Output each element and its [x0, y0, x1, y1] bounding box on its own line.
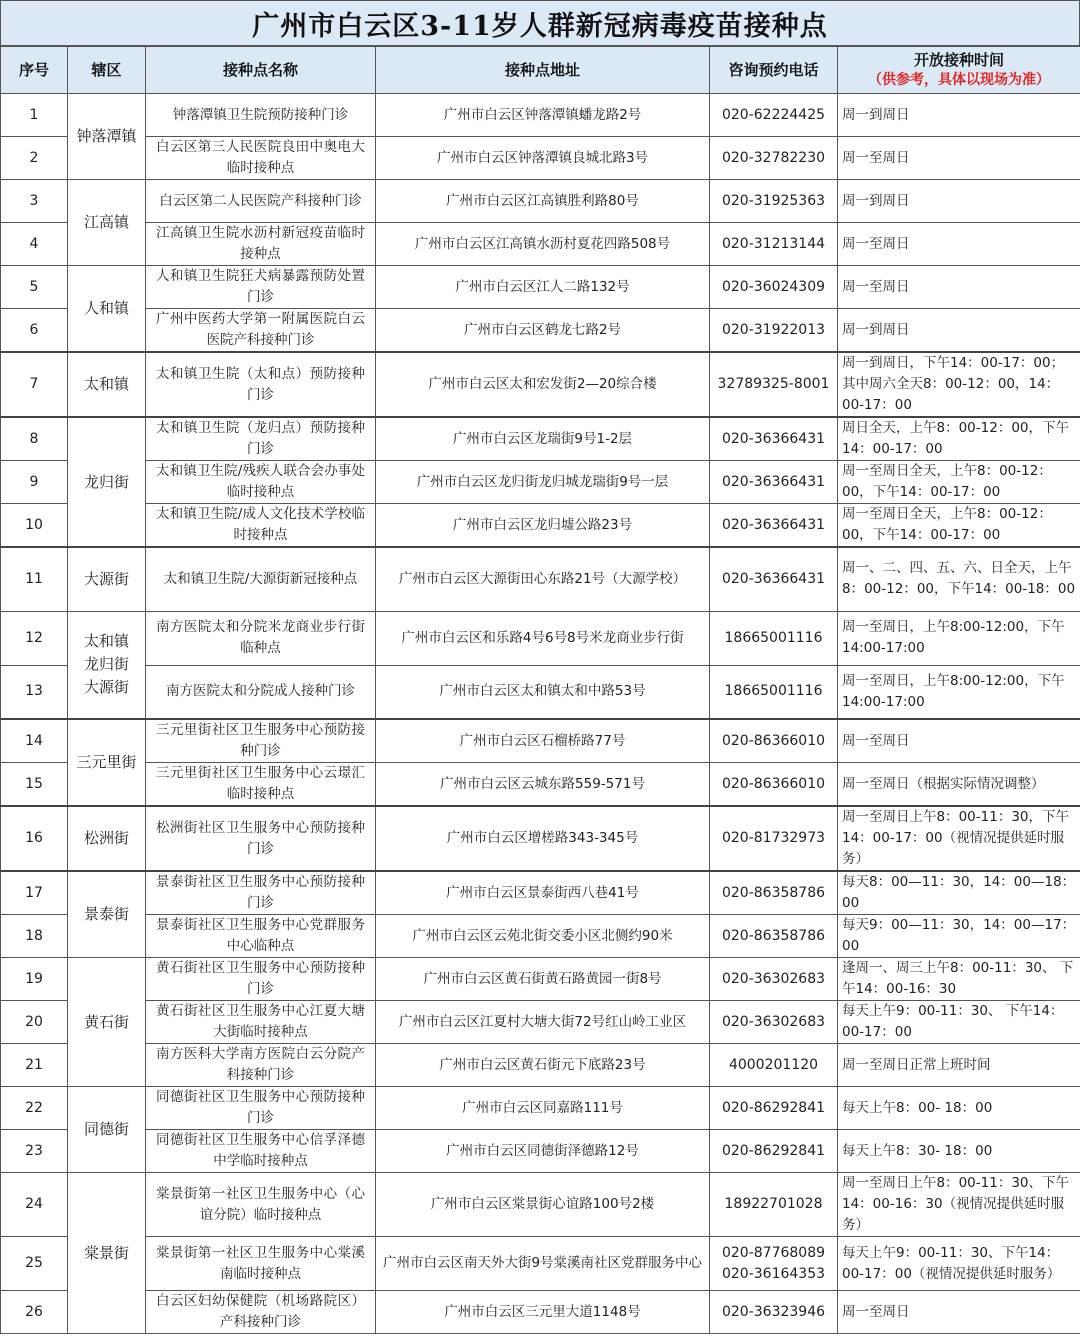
table-row — [1, 1291, 1080, 1334]
site-address: 广州市白云区南天外大街9号棠溪南社区党群服务中心 — [376, 1237, 710, 1291]
table-row — [1, 1044, 1080, 1087]
phone-number: 020-81732973 — [721, 830, 826, 846]
district-cell: 人和镇 — [68, 266, 146, 353]
table-row — [1, 417, 1080, 461]
site-name: 三元里街社区卫生服务中心云璟汇临时接种点 — [146, 763, 376, 807]
district-cell: 景泰街 — [68, 871, 146, 958]
site-phone — [710, 309, 838, 353]
site-phone — [710, 94, 838, 137]
table-row — [1, 547, 1080, 611]
phone-number: 020-87768089 — [721, 1244, 826, 1261]
site-name: 太和镇卫生院/残疾人联合会办事处临时接种点 — [146, 461, 376, 504]
phone-number: 020-86366010 — [721, 775, 826, 792]
site-address: 广州市白云区太和镇太和中路53号 — [376, 665, 710, 719]
table-row — [1, 958, 1080, 1001]
row-number: 13 — [1, 665, 68, 719]
row-number: 7 — [1, 352, 68, 417]
phone-number: 020-31922013 — [721, 321, 826, 338]
phone-number: 18665001116 — [724, 629, 823, 646]
site-hours: 周一至周日全天，上午8：00-12：00，下午14：00-17：00 — [838, 461, 1080, 504]
site-phone — [710, 665, 838, 719]
district-cell: 钟落潭镇 — [68, 94, 146, 180]
site-name: 景泰街社区卫生服务中心党群服务中心临种点 — [146, 915, 376, 958]
phone-number: 020-36024309 — [721, 278, 826, 295]
row-number: 3 — [1, 180, 68, 223]
site-phone — [710, 417, 838, 461]
phone-number: 020-31213144 — [721, 235, 826, 252]
phone-number: 020-31925363 — [721, 192, 826, 209]
header-hours — [838, 47, 1080, 94]
district-cell: 松洲街 — [68, 806, 146, 871]
site-phone — [710, 1173, 838, 1237]
site-phone — [710, 719, 838, 763]
site-address: 广州市白云区石榴桥路77号 — [376, 719, 710, 763]
site-address: 广州市白云区棠景街心谊路100号2楼 — [376, 1173, 710, 1237]
phone-number: 020-62224425 — [721, 106, 826, 123]
phone-number: 020-36302683 — [721, 970, 826, 987]
site-phone — [710, 1130, 838, 1173]
site-address: 广州市白云区江高镇胜利路80号 — [376, 180, 710, 223]
table-row — [1, 223, 1080, 266]
site-name: 人和镇卫生院狂犬病暴露预防处置门诊 — [146, 266, 376, 309]
site-name: 景泰街社区卫生服务中心预防接种门诊 — [146, 871, 376, 915]
row-number: 20 — [1, 1001, 68, 1044]
row-number: 22 — [1, 1087, 68, 1130]
site-hours: 周日全天，上午8：00-12：00，下午14：00-17：00 — [838, 417, 1080, 461]
district-cell: 三元里街 — [68, 719, 146, 806]
table-row — [1, 1173, 1080, 1237]
row-number: 17 — [1, 871, 68, 915]
site-name: 白云区第三人民医院良田中奥电大临时接种点 — [146, 137, 376, 180]
table-row — [1, 1001, 1080, 1044]
site-name: 棠景街第一社区卫生服务中心（心谊分院）临时接种点 — [146, 1173, 376, 1237]
site-name: 同德街社区卫生服务中心信孚泽德中学临时接种点 — [146, 1130, 376, 1173]
site-phone — [710, 871, 838, 915]
phone-number-secondary: 020-36164353 — [721, 1265, 826, 1282]
site-hours: 周一、二、四、五、六、日全天，上午8：00-12：00，下午14：00-18：00 — [838, 547, 1080, 611]
site-phone — [710, 266, 838, 309]
site-address: 广州市白云区三元里大道1148号 — [376, 1291, 710, 1334]
site-phone — [710, 1044, 838, 1087]
table-row — [1, 915, 1080, 958]
phone-number: 020-86292841 — [721, 1142, 826, 1159]
site-hours: 周一至周日 — [838, 719, 1080, 763]
phone-number: 32789325-8001 — [717, 376, 830, 392]
site-phone — [710, 763, 838, 807]
row-number: 9 — [1, 461, 68, 504]
row-number: 24 — [1, 1173, 68, 1237]
table-row — [1, 871, 1080, 915]
table-row — [1, 763, 1080, 807]
district-cell: 大源街 — [68, 547, 146, 611]
table-row — [1, 180, 1080, 223]
site-phone — [710, 806, 838, 871]
site-name: 太和镇卫生院/成人文化技术学校临时接种点 — [146, 504, 376, 548]
site-hours: 周一至周日正常上班时间 — [838, 1044, 1080, 1087]
site-hours: 周一到周日 — [838, 309, 1080, 353]
table-row — [1, 719, 1080, 763]
site-phone — [710, 958, 838, 1001]
site-phone — [710, 504, 838, 548]
row-number: 19 — [1, 958, 68, 1001]
site-hours: 周一至周日（根据实际情况调整） — [838, 763, 1080, 807]
row-number: 2 — [1, 137, 68, 180]
site-name: 太和镇卫生院/大源街新冠接种点 — [146, 547, 376, 611]
site-address: 广州市白云区大源街田心东路21号（大源学校） — [376, 547, 710, 611]
site-hours: 周一到周日，下午14：00-17：00；其中周六全天8：00-12：00，14：00-17：00 — [838, 352, 1080, 417]
row-number: 26 — [1, 1291, 68, 1334]
header-seq: 序号 — [1, 47, 68, 94]
site-address: 广州市白云区钟落潭镇蟠龙路2号 — [376, 94, 710, 137]
phone-number: 18922701028 — [724, 1196, 823, 1212]
site-phone — [710, 137, 838, 180]
site-hours: 每天8：00—11：30，14：00—18：00 — [838, 871, 1080, 915]
page-title: 广州市白云区3-11岁人群新冠病毒疫苗接种点 — [0, 0, 1080, 46]
row-number: 12 — [1, 611, 68, 665]
site-name: 黄石街社区卫生服务中心江夏大塘大街临时接种点 — [146, 1001, 376, 1044]
site-address: 广州市白云区钟落潭镇良城北路3号 — [376, 137, 710, 180]
site-address: 广州市白云区江人二路132号 — [376, 266, 710, 309]
district-cell: 江高镇 — [68, 180, 146, 266]
site-address: 广州市白云区黄石街黄石路黄园一街8号 — [376, 958, 710, 1001]
site-hours: 周一至周日，上午8:00-12:00，下午14:00-17:00 — [838, 611, 1080, 665]
vaccination-sites-table — [0, 46, 1080, 1334]
phone-number: 18665001116 — [724, 683, 823, 700]
site-hours: 周一至周日，上午8:00-12:00，下午14:00-17:00 — [838, 665, 1080, 719]
phone-number: 020-36366431 — [721, 473, 826, 490]
site-name: 同德街社区卫生服务中心预防接种门诊 — [146, 1087, 376, 1130]
site-hours: 每天上午9：00-11：30、 下午14：00-17：00 — [838, 1001, 1080, 1044]
site-phone — [710, 1001, 838, 1044]
site-address: 广州市白云区景泰街西八巷41号 — [376, 871, 710, 915]
phone-number: 4000201120 — [728, 1056, 819, 1073]
phone-number: 020-36302683 — [721, 1013, 826, 1030]
table-row — [1, 309, 1080, 353]
site-hours: 周一至周日 — [838, 1291, 1080, 1334]
site-hours: 每天9：00—11：30，14：00—17：00 — [838, 915, 1080, 958]
site-address: 广州市白云区龙归墟公路23号 — [376, 504, 710, 548]
site-name: 白云区第二人民医院产科接种门诊 — [146, 180, 376, 223]
row-number: 25 — [1, 1237, 68, 1291]
phone-number: 020-32782230 — [721, 149, 826, 166]
header-district: 辖区 — [68, 47, 146, 94]
table-row — [1, 806, 1080, 871]
phone-number: 020-36323946 — [721, 1303, 826, 1320]
site-hours: 周一到周日 — [838, 180, 1080, 223]
site-address: 广州市白云区增槎路343-345号 — [376, 806, 710, 871]
phone-number: 020-86358786 — [721, 884, 826, 901]
site-address: 广州市白云区云苑北街交委小区北侧约90米 — [376, 915, 710, 958]
site-phone — [710, 223, 838, 266]
site-phone — [710, 915, 838, 958]
row-number: 11 — [1, 547, 68, 611]
row-number: 16 — [1, 806, 68, 871]
phone-number: 020-86358786 — [721, 927, 826, 944]
site-name: 南方医院太和分院米龙商业步行街临种点 — [146, 611, 376, 665]
row-number: 6 — [1, 309, 68, 353]
table-row — [1, 504, 1080, 548]
row-number: 15 — [1, 763, 68, 807]
site-address: 广州市白云区鹤龙七路2号 — [376, 309, 710, 353]
row-number: 5 — [1, 266, 68, 309]
site-address: 广州市白云区江高镇水沥村夏花四路508号 — [376, 223, 710, 266]
site-hours: 周一至周日 — [838, 266, 1080, 309]
site-address: 广州市白云区云城东路559-571号 — [376, 763, 710, 807]
table-row — [1, 266, 1080, 309]
site-name: 三元里街社区卫生服务中心预防接种门诊 — [146, 719, 376, 763]
phone-number: 020-86366010 — [721, 732, 826, 749]
header-address: 接种点地址 — [376, 47, 710, 94]
row-number: 1 — [1, 94, 68, 137]
row-number: 10 — [1, 504, 68, 548]
site-name: 江高镇卫生院水沥村新冠疫苗临时接种点 — [146, 223, 376, 266]
site-address: 广州市白云区龙归街龙归城龙瑞街9号一层 — [376, 461, 710, 504]
header-site-name: 接种点名称 — [146, 47, 376, 94]
table-row — [1, 94, 1080, 137]
row-number: 4 — [1, 223, 68, 266]
table-row — [1, 1237, 1080, 1291]
site-address: 广州市白云区江夏村大塘大街72号红山岭工业区 — [376, 1001, 710, 1044]
district-cell: 龙归街 — [68, 417, 146, 547]
site-name: 棠景街第一社区卫生服务中心棠溪南临时接种点 — [146, 1237, 376, 1291]
table-row — [1, 1130, 1080, 1173]
site-hours: 周一至周日 — [838, 223, 1080, 266]
site-hours: 每天上午8：00- 18：00 — [838, 1087, 1080, 1130]
site-hours: 周一至周日上午8：00-11：30，下午14：00-17：00（视情况提供延时服务） — [838, 806, 1080, 871]
site-address: 广州市白云区同嘉路111号 — [376, 1087, 710, 1130]
site-name: 南方医科大学南方医院白云分院产科接种门诊 — [146, 1044, 376, 1087]
site-hours: 周一到周日 — [838, 94, 1080, 137]
phone-number: 020-36366431 — [721, 570, 826, 587]
site-phone — [710, 352, 838, 417]
district-cell: 太和镇 — [68, 352, 146, 417]
row-number: 23 — [1, 1130, 68, 1173]
phone-number: 020-86292841 — [721, 1099, 826, 1116]
table-body — [1, 94, 1080, 1334]
site-name: 太和镇卫生院（太和点）预防接种门诊 — [146, 352, 376, 417]
district-cell: 太和镇 龙归街 大源街 — [68, 611, 146, 719]
site-phone — [710, 1237, 838, 1291]
header-phone: 咨询预约电话 — [710, 47, 838, 94]
row-number: 14 — [1, 719, 68, 763]
row-number: 21 — [1, 1044, 68, 1087]
site-hours: 逢周一、周三上午8：00-11：30、 下午14：00-16：30 — [838, 958, 1080, 1001]
site-name: 白云区妇幼保健院（机场路院区）产科接种门诊 — [146, 1291, 376, 1334]
site-name: 钟落潭镇卫生院预防接种门诊 — [146, 94, 376, 137]
site-hours: 周一至周日上午8：00-11：30、下午14：00-16：30（视情况提供延时服务） — [838, 1173, 1080, 1237]
table-row — [1, 461, 1080, 504]
site-address: 广州市白云区同德街泽德路12号 — [376, 1130, 710, 1173]
row-number: 8 — [1, 417, 68, 461]
phone-number: 020-36366431 — [721, 430, 826, 447]
district-cell: 棠景街 — [68, 1173, 146, 1334]
site-name: 黄石街社区卫生服务中心预防接种门诊 — [146, 958, 376, 1001]
header-hours-note: （供参考，具体以现场为准） — [868, 72, 1050, 88]
site-name: 松洲街社区卫生服务中心预防接种门诊 — [146, 806, 376, 871]
site-name: 广州中医药大学第一附属医院白云医院产科接种门诊 — [146, 309, 376, 353]
site-phone — [710, 180, 838, 223]
site-hours: 每天上午9：00-11：30、下午14：00-17：00（视情况提供延时服务） — [838, 1237, 1080, 1291]
site-phone — [710, 1087, 838, 1130]
phone-number: 020-36366431 — [721, 516, 826, 533]
site-hours: 周一至周日全天，上午8：00-12：00，下午14：00-17：00 — [838, 504, 1080, 548]
row-number: 18 — [1, 915, 68, 958]
table-row — [1, 1087, 1080, 1130]
site-phone — [710, 461, 838, 504]
site-address: 广州市白云区和乐路4号6号8号米龙商业步行街 — [376, 611, 710, 665]
table-header-row — [1, 47, 1080, 94]
table-row — [1, 611, 1080, 665]
site-address: 广州市白云区太和宏发街2—20综合楼 — [376, 352, 710, 417]
table-row — [1, 352, 1080, 417]
district-cell: 黄石街 — [68, 958, 146, 1087]
district-cell: 同德街 — [68, 1087, 146, 1173]
site-name: 南方医院太和分院成人接种门诊 — [146, 665, 376, 719]
table-row — [1, 665, 1080, 719]
site-hours: 每天上午8：30- 18：00 — [838, 1130, 1080, 1173]
site-phone — [710, 611, 838, 665]
site-name: 太和镇卫生院（龙归点）预防接种门诊 — [146, 417, 376, 461]
header-hours-label: 开放接种时间 — [913, 51, 1004, 69]
site-phone — [710, 547, 838, 611]
site-hours: 周一至周日 — [838, 137, 1080, 180]
site-address: 广州市白云区龙瑞街9号1-2层 — [376, 417, 710, 461]
table-row — [1, 137, 1080, 180]
site-address: 广州市白云区黄石街元下底路23号 — [376, 1044, 710, 1087]
site-phone — [710, 1291, 838, 1334]
